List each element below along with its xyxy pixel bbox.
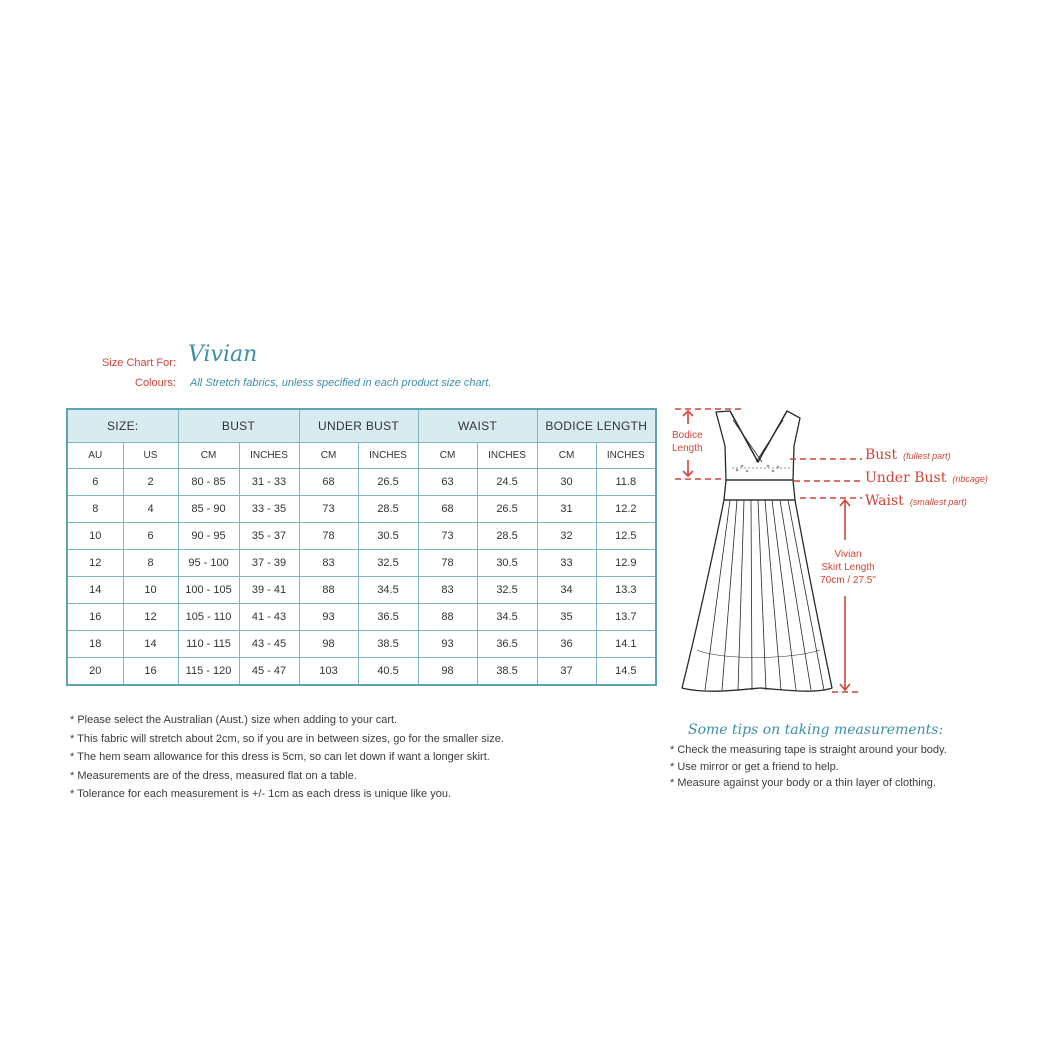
bust-group-header: BUST — [178, 409, 299, 443]
note-item: * Please select the Australian (Aust.) size when adding to your cart. — [70, 714, 398, 726]
table-cell-bod-in: 12.9 — [596, 550, 656, 577]
bodice-length-label — [672, 429, 703, 455]
note-item: * Measurements are of the dress, measured flat on a table. — [70, 769, 357, 782]
under-bust-group-header: UNDER BUST — [299, 409, 418, 443]
colours-label: Colours: — [135, 377, 176, 389]
table-row — [67, 577, 656, 604]
table-cell-ub-cm: 68 — [299, 469, 358, 496]
table-cell-ub-cm: 83 — [299, 550, 358, 577]
dress-skirt — [682, 500, 832, 691]
product-name: Vivian — [188, 342, 258, 367]
bust-label — [865, 446, 951, 464]
table-cell-waist-cm: 63 — [418, 469, 477, 496]
skirt-length-arrow — [840, 500, 850, 690]
table-cell-bod-cm: 34 — [537, 577, 596, 604]
tip-item: * Check the measuring tape is straight around your body. — [670, 744, 947, 756]
table-cell-bod-in: 12.5 — [596, 523, 656, 550]
table-cell-waist-in: 32.5 — [477, 577, 537, 604]
skirt-label-line3: 70cm / 27.5" — [820, 575, 876, 586]
table-cell-ub-in: 32.5 — [358, 550, 418, 577]
table-row — [67, 604, 656, 631]
bodice-arrow-up — [683, 411, 693, 424]
table-cell-us: 16 — [123, 658, 178, 686]
bodice-cm-header: CM — [537, 443, 596, 469]
dress-waistband — [724, 480, 795, 500]
table-cell-us: 12 — [123, 604, 178, 631]
bust-cm-header: CM — [178, 443, 239, 469]
table-cell-ub-in: 28.5 — [358, 496, 418, 523]
table-cell-bod-cm: 37 — [537, 658, 596, 686]
dress-left-strap — [716, 411, 800, 480]
waist-label — [865, 492, 967, 510]
dress-wrap-line — [733, 420, 783, 462]
table-cell-bust-cm: 80 - 85 — [178, 469, 239, 496]
waist-inches-header: INCHES — [477, 443, 537, 469]
table-cell-waist-in: 28.5 — [477, 523, 537, 550]
table-cell-au: 14 — [67, 577, 123, 604]
table-cell-bod-cm: 31 — [537, 496, 596, 523]
table-cell-au: 12 — [67, 550, 123, 577]
table-row — [67, 496, 656, 523]
table-cell-bod-cm: 35 — [537, 604, 596, 631]
colours-value: All Stretch fabrics, unless specified in each product size chart. — [190, 377, 492, 389]
table-cell-waist-in: 30.5 — [477, 550, 537, 577]
table-cell-waist-cm: 83 — [418, 577, 477, 604]
table-cell-au: 6 — [67, 469, 123, 496]
bust-label-text: Bust — [865, 447, 898, 463]
table-cell-ub-in: 38.5 — [358, 631, 418, 658]
table-cell-waist-cm: 88 — [418, 604, 477, 631]
table-cell-waist-cm: 93 — [418, 631, 477, 658]
bodice-length-group-header: BODICE LENGTH — [537, 409, 656, 443]
table-cell-bod-in: 14.5 — [596, 658, 656, 686]
table-cell-us: 14 — [123, 631, 178, 658]
tips-list — [670, 742, 947, 792]
dress-neckline — [730, 411, 787, 462]
table-cell-bod-in: 14.1 — [596, 631, 656, 658]
waist-group-header: WAIST — [418, 409, 537, 443]
table-cell-bust-cm: 115 - 120 — [178, 658, 239, 686]
table-row — [67, 631, 656, 658]
skirt-label-line2: Skirt Length — [821, 562, 875, 573]
table-cell-waist-cm: 73 — [418, 523, 477, 550]
table-cell-bust-in: 33 - 35 — [239, 496, 299, 523]
bust-label-note: (fullest part) — [903, 451, 951, 461]
bodice-inches-header: INCHES — [596, 443, 656, 469]
table-cell-waist-in: 36.5 — [477, 631, 537, 658]
table-row — [67, 469, 656, 496]
under-bust-inches-header: INCHES — [358, 443, 418, 469]
table-cell-ub-cm: 93 — [299, 604, 358, 631]
tip-item: * Use mirror or get a friend to help. — [670, 760, 839, 773]
table-cell-bod-cm: 30 — [537, 469, 596, 496]
table-cell-bust-in: 31 - 33 — [239, 469, 299, 496]
table-cell-bod-cm: 32 — [537, 523, 596, 550]
table-cell-bust-cm: 95 - 100 — [178, 550, 239, 577]
table-cell-waist-cm: 68 — [418, 496, 477, 523]
table-cell-waist-in: 26.5 — [477, 496, 537, 523]
skirt-length-label — [808, 548, 888, 587]
table-cell-au: 16 — [67, 604, 123, 631]
table-cell-us: 2 — [123, 469, 178, 496]
table-cell-au: 20 — [67, 658, 123, 686]
waist-label-note: (smallest part) — [909, 497, 967, 507]
tip-item: * Measure against your body or a thin layer of clothing. — [670, 777, 936, 789]
waist-label-text: Waist — [865, 493, 904, 509]
table-cell-us: 8 — [123, 550, 178, 577]
table-cell-bust-in: 43 - 45 — [239, 631, 299, 658]
table-cell-bod-in: 13.3 — [596, 577, 656, 604]
note-item: * Tolerance for each measurement is +/- 1cm as each dress is unique like you. — [70, 788, 452, 800]
bodice-arrow-down — [683, 460, 693, 476]
table-cell-ub-in: 36.5 — [358, 604, 418, 631]
table-cell-ub-cm: 88 — [299, 577, 358, 604]
table-cell-bust-in: 37 - 39 — [239, 550, 299, 577]
table-cell-ub-in: 34.5 — [358, 577, 418, 604]
table-cell-waist-in: 34.5 — [477, 604, 537, 631]
tips-title: Some tips on taking measurements: — [688, 722, 944, 738]
table-cell-us: 4 — [123, 496, 178, 523]
table-cell-bust-cm: 90 - 95 — [178, 523, 239, 550]
table-cell-bust-cm: 85 - 90 — [178, 496, 239, 523]
notes-list — [70, 711, 504, 804]
table-row — [67, 658, 656, 686]
table-cell-bust-cm: 110 - 115 — [178, 631, 239, 658]
table-cell-bust-in: 41 - 43 — [239, 604, 299, 631]
table-cell-ub-in: 40.5 — [358, 658, 418, 686]
note-item: * The hem seam allowance for this dress is 5cm, so can let down if want a longer skirt. — [70, 751, 490, 763]
table-cell-waist-in: 38.5 — [477, 658, 537, 686]
size-chart-for-label: Size Chart For: — [102, 357, 176, 369]
table-cell-ub-cm: 98 — [299, 631, 358, 658]
table-cell-au: 10 — [67, 523, 123, 550]
table-cell-bod-in: 11.8 — [596, 469, 656, 496]
table-cell-bod-cm: 33 — [537, 550, 596, 577]
table-cell-ub-in: 30.5 — [358, 523, 418, 550]
au-header: AU — [67, 443, 123, 469]
table-row — [67, 523, 656, 550]
table-cell-ub-cm: 78 — [299, 523, 358, 550]
table-row — [67, 550, 656, 577]
under-bust-label — [865, 469, 988, 487]
under-bust-label-note: (ribcage) — [952, 474, 988, 484]
bodice-label-line1: Bodice — [672, 430, 703, 441]
size-table — [66, 408, 657, 686]
size-group-header: SIZE: — [67, 409, 178, 443]
table-cell-bust-cm: 100 - 105 — [178, 577, 239, 604]
under-bust-label-text: Under Bust — [865, 470, 947, 486]
note-item: * This fabric will stretch about 2cm, so if you are in between sizes, go for the smaller size. — [70, 732, 504, 745]
table-cell-ub-cm: 73 — [299, 496, 358, 523]
table-cell-bod-in: 12.2 — [596, 496, 656, 523]
table-cell-us: 10 — [123, 577, 178, 604]
table-cell-ub-in: 26.5 — [358, 469, 418, 496]
bust-inches-header: INCHES — [239, 443, 299, 469]
table-cell-au: 18 — [67, 631, 123, 658]
waist-cm-header: CM — [418, 443, 477, 469]
table-cell-bust-in: 39 - 41 — [239, 577, 299, 604]
table-cell-waist-in: 24.5 — [477, 469, 537, 496]
table-cell-bust-in: 35 - 37 — [239, 523, 299, 550]
table-cell-waist-cm: 78 — [418, 550, 477, 577]
bodice-label-line2: Length — [672, 443, 703, 454]
table-cell-us: 6 — [123, 523, 178, 550]
table-cell-bod-cm: 36 — [537, 631, 596, 658]
table-cell-waist-cm: 98 — [418, 658, 477, 686]
table-cell-bust-cm: 105 - 110 — [178, 604, 239, 631]
table-cell-au: 8 — [67, 496, 123, 523]
table-cell-bust-in: 45 - 47 — [239, 658, 299, 686]
under-bust-cm-header: CM — [299, 443, 358, 469]
skirt-label-line1: Vivian — [834, 549, 862, 560]
us-header: US — [123, 443, 178, 469]
table-cell-ub-cm: 103 — [299, 658, 358, 686]
table-cell-bod-in: 13.7 — [596, 604, 656, 631]
